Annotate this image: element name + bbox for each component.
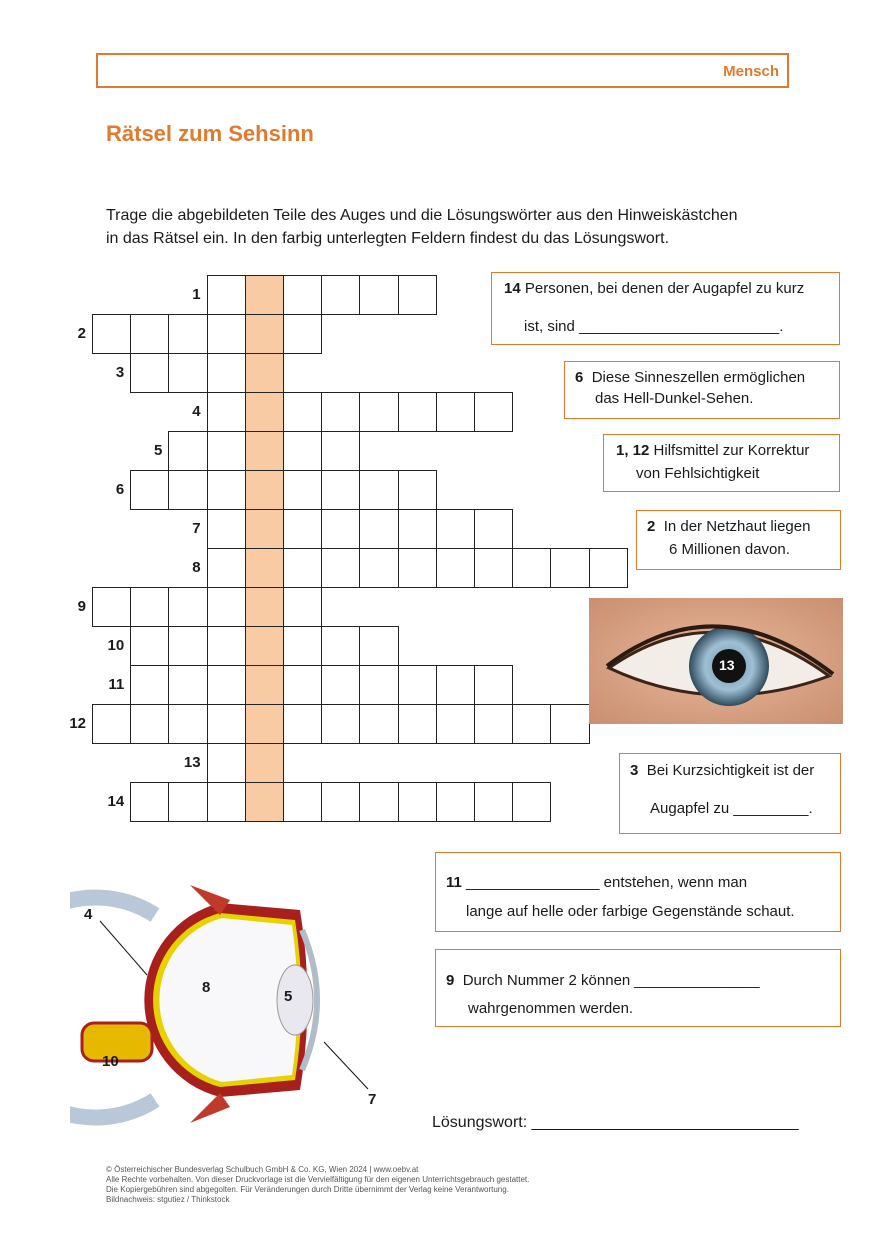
crossword-cell[interactable] — [398, 665, 437, 705]
crossword-cell[interactable] — [436, 548, 475, 588]
crossword-cell[interactable] — [512, 782, 551, 822]
hint-11 — [435, 852, 841, 932]
hint-text: Diese Sinneszellen ermöglichen — [591, 369, 806, 386]
crossword-cell[interactable] — [92, 704, 131, 744]
hint-number: 14 — [504, 280, 521, 297]
diagram-label-4: 4 — [84, 906, 93, 923]
solution-cell[interactable] — [245, 353, 284, 393]
crossword-cell[interactable] — [321, 704, 360, 744]
crossword-cell[interactable] — [168, 782, 207, 822]
crossword-cell[interactable] — [321, 665, 360, 705]
hint-text: ist, sind ________________________. — [524, 318, 784, 335]
crossword-cell[interactable] — [398, 275, 437, 315]
hint-6 — [564, 361, 840, 419]
hint-number: 6 — [575, 369, 584, 386]
diagram-label-5: 5 — [284, 988, 293, 1005]
solution-cell[interactable] — [245, 704, 284, 744]
hint-text: 6 Millionen davon. — [669, 541, 790, 558]
crossword-cell[interactable] — [207, 275, 246, 315]
solution-cell[interactable] — [245, 392, 284, 432]
solution-cell[interactable] — [245, 743, 284, 783]
hint-number: 1, 12 — [616, 442, 650, 459]
crossword-cell[interactable] — [168, 704, 207, 744]
hint-text: das Hell-Dunkel-Sehen. — [595, 390, 754, 407]
footer-line: Die Kopiergebühren sind abgegolten. Für Veränderungen durch Dritte übernimmt der Verlag keine Verantwortung. — [106, 1185, 509, 1194]
crossword-cell[interactable] — [321, 509, 360, 549]
solution-cell[interactable] — [245, 548, 284, 588]
hint-3 — [619, 753, 841, 834]
crossword-cell[interactable] — [130, 314, 169, 354]
crossword-cell[interactable] — [398, 704, 437, 744]
crossword-cell[interactable] — [550, 548, 589, 588]
footer — [106, 1165, 529, 1205]
crossword-cell[interactable] — [207, 314, 246, 354]
header-tag: Mensch — [723, 63, 779, 80]
crossword-cell[interactable] — [168, 665, 207, 705]
hint-text: In der Netzhaut liegen — [663, 518, 811, 535]
solution-cell[interactable] — [245, 782, 284, 822]
crossword-cell[interactable] — [398, 470, 437, 510]
row-number-5: 5 — [154, 442, 163, 459]
crossword-cell[interactable] — [359, 275, 398, 315]
row-number-6: 6 — [115, 481, 125, 498]
hint-text: lange auf helle oder farbige Gegenstände schaut. — [466, 903, 795, 920]
crossword-cell[interactable] — [168, 353, 207, 393]
crossword-cell[interactable] — [283, 392, 322, 432]
eye-photo — [589, 598, 843, 724]
crossword-cell[interactable] — [168, 626, 207, 666]
crossword-cell[interactable] — [283, 548, 322, 588]
crossword-cell[interactable] — [436, 509, 475, 549]
crossword-cell[interactable] — [398, 548, 437, 588]
hint-number: 11 — [446, 874, 462, 891]
footer-line: Bildnachweis: stgutiez / Thinkstock — [106, 1195, 230, 1204]
crossword-cell[interactable] — [130, 782, 169, 822]
crossword-cell[interactable] — [207, 665, 246, 705]
hint-text: Bei Kurzsichtigkeit ist der — [646, 762, 815, 779]
crossword-cell[interactable] — [359, 665, 398, 705]
hint-text: wahrgenommen werden. — [468, 1000, 634, 1017]
row-number-9: 9 — [77, 598, 86, 615]
crossword-cell[interactable] — [474, 392, 513, 432]
crossword-cell[interactable] — [130, 470, 169, 510]
solution-word-line[interactable]: Lösungswort: ______________________________ — [432, 1114, 799, 1131]
crossword-cell[interactable] — [130, 353, 169, 393]
crossword-cell[interactable] — [436, 782, 475, 822]
hint-1-12 — [603, 434, 840, 492]
eye-photo-label: 13 — [719, 657, 735, 673]
crossword-cell[interactable] — [207, 509, 246, 549]
crossword-cell[interactable] — [207, 782, 246, 822]
row-number-8: 8 — [192, 559, 201, 576]
diagram-label-10: 10 — [102, 1053, 119, 1070]
crossword-cell[interactable] — [283, 509, 322, 549]
crossword-cell[interactable] — [283, 626, 322, 666]
crossword-cell[interactable] — [207, 704, 246, 744]
crossword-cell[interactable] — [589, 548, 628, 588]
row-number-4: 4 — [192, 403, 201, 420]
crossword-cell[interactable] — [283, 431, 322, 471]
footer-line: Alle Rechte vorbehalten. Von dieser Druckvorlage ist die Vervielfältigung für den eigenen Unterrichtsgebrauch gestattet. — [106, 1175, 530, 1184]
crossword-cell[interactable] — [321, 782, 360, 822]
crossword-cell[interactable] — [550, 704, 589, 744]
hint-text: Personen, bei denen der Augapfel zu kurz — [524, 280, 805, 297]
solution-cell[interactable] — [245, 431, 284, 471]
hint-14 — [491, 272, 840, 345]
hint-number: 3 — [630, 762, 639, 779]
solution-cell[interactable] — [245, 470, 284, 510]
row-number-14: 14 — [107, 793, 125, 810]
crossword-cell[interactable] — [474, 665, 513, 705]
solution-cell[interactable] — [245, 275, 284, 315]
row-number-7: 7 — [192, 520, 201, 537]
crossword-cell[interactable] — [207, 548, 246, 588]
header-box — [96, 53, 789, 88]
row-number-1: 1 — [192, 286, 201, 303]
crossword-cell[interactable] — [168, 587, 207, 627]
hint-number: 9 — [446, 972, 455, 989]
instructions-line-2: in das Rätsel ein. In den farbig unterlegten Feldern findest du das Lösungswort. — [106, 230, 670, 247]
crossword-cell[interactable] — [398, 509, 437, 549]
crossword-cell[interactable] — [207, 626, 246, 666]
crossword-cell[interactable] — [92, 314, 131, 354]
crossword-cell[interactable] — [207, 392, 246, 432]
page-title: Rätsel zum Sehsinn — [106, 121, 314, 146]
eye-cross-section — [70, 875, 400, 1135]
crossword-cell[interactable] — [207, 353, 246, 393]
row-number-13: 13 — [183, 754, 201, 771]
crossword-cell[interactable] — [474, 704, 513, 744]
crossword-cell[interactable] — [283, 782, 322, 822]
crossword-cell[interactable] — [321, 548, 360, 588]
instructions-line-1: Trage die abgebildeten Teile des Auges und die Lösungswörter aus den Hinweiskästchen — [106, 207, 738, 224]
crossword-cell[interactable] — [474, 782, 513, 822]
crossword-cell[interactable] — [359, 626, 398, 666]
hint-text: von Fehlsichtigkeit — [636, 465, 760, 482]
crossword-cell[interactable] — [436, 392, 475, 432]
crossword-cell[interactable] — [436, 665, 475, 705]
hint-2 — [636, 510, 841, 570]
solution-cell[interactable] — [245, 509, 284, 549]
crossword-cell[interactable] — [359, 470, 398, 510]
crossword-cell[interactable] — [398, 392, 437, 432]
crossword-cell[interactable] — [168, 314, 207, 354]
row-number-12: 12 — [69, 715, 86, 732]
eye-photo-illustration — [589, 598, 843, 724]
crossword-cell[interactable] — [474, 548, 513, 588]
crossword-cell[interactable] — [283, 704, 322, 744]
diagram-label-7: 7 — [368, 1091, 377, 1108]
solution-cell[interactable] — [245, 626, 284, 666]
crossword-cell[interactable] — [92, 587, 131, 627]
solution-cell[interactable] — [245, 314, 284, 354]
hint-text: ________________ entstehen, wenn man — [466, 874, 748, 891]
crossword-cell[interactable] — [359, 392, 398, 432]
crossword-cell[interactable] — [512, 548, 551, 588]
row-number-11: 11 — [108, 676, 125, 693]
crossword-cell[interactable] — [321, 275, 360, 315]
crossword-cell[interactable] — [436, 704, 475, 744]
instructions — [106, 204, 806, 250]
crossword-cell[interactable] — [512, 704, 551, 744]
crossword-cell[interactable] — [321, 626, 360, 666]
solution-cell[interactable] — [245, 665, 284, 705]
crossword-cell[interactable] — [359, 548, 398, 588]
hint-9 — [435, 949, 841, 1027]
crossword-cell[interactable] — [130, 704, 169, 744]
crossword-cell[interactable] — [283, 665, 322, 705]
crossword-cell[interactable] — [321, 470, 360, 510]
row-number-2: 2 — [77, 325, 86, 342]
row-number-10: 10 — [107, 637, 125, 654]
crossword-cell[interactable] — [359, 782, 398, 822]
crossword-cell[interactable] — [398, 782, 437, 822]
crossword-cell[interactable] — [130, 626, 169, 666]
crossword-cell[interactable] — [130, 665, 169, 705]
hint-text: Hilfsmittel zur Korrektur — [653, 442, 810, 459]
crossword-cell[interactable] — [321, 392, 360, 432]
solution-cell[interactable] — [245, 587, 284, 627]
crossword-cell[interactable] — [283, 275, 322, 315]
crossword-cell[interactable] — [359, 509, 398, 549]
crossword-cell[interactable] — [283, 470, 322, 510]
diagram-label-8: 8 — [202, 979, 211, 996]
crossword-cell[interactable] — [168, 470, 207, 510]
crossword-cell[interactable] — [283, 314, 322, 354]
crossword-cell[interactable] — [207, 431, 246, 471]
hint-text: Augapfel zu _________. — [650, 800, 813, 817]
crossword-cell[interactable] — [168, 431, 207, 471]
crossword-cell[interactable] — [474, 509, 513, 549]
hint-text: Durch Nummer 2 können _______________ — [462, 972, 760, 989]
row-number-3: 3 — [115, 364, 125, 381]
crossword-cell[interactable] — [130, 587, 169, 627]
eye-diagram — [70, 875, 400, 1135]
crossword-cell[interactable] — [207, 587, 246, 627]
hint-number: 2 — [647, 518, 656, 535]
crossword-cell[interactable] — [359, 704, 398, 744]
crossword-cell[interactable] — [283, 587, 322, 627]
crossword-cell[interactable] — [321, 431, 360, 471]
footer-line: © Österreichischer Bundesverlag Schulbuch GmbH & Co. KG, Wien 2024 | www.oebv.at — [106, 1165, 419, 1174]
crossword-cell[interactable] — [207, 743, 246, 783]
crossword-cell[interactable] — [207, 470, 246, 510]
